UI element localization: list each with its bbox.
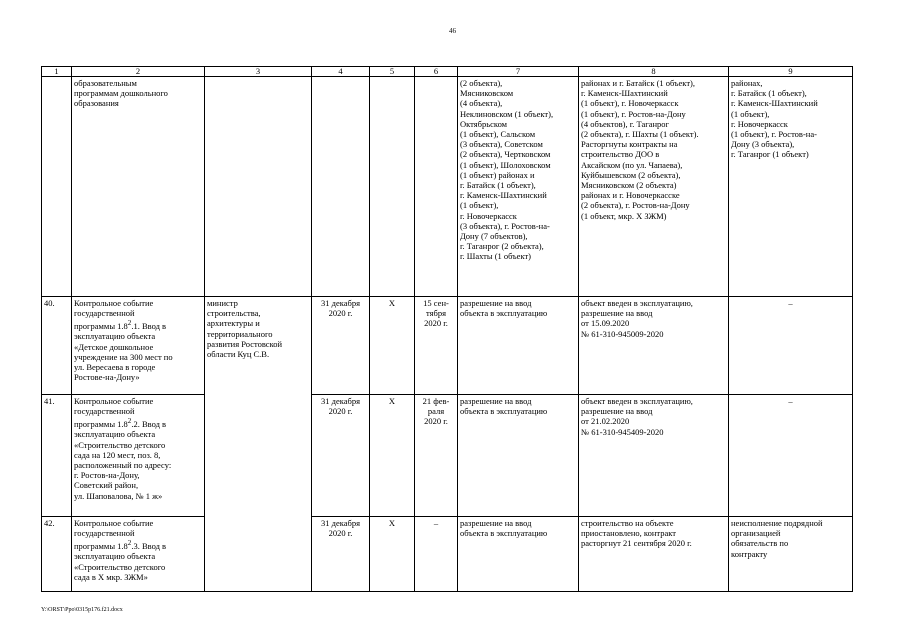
col-header-6: 6: [415, 67, 458, 77]
plan-date: 31 декабря 2020 г.: [312, 517, 370, 592]
col5-mark: X: [370, 395, 415, 517]
row-number: 41.: [42, 395, 72, 517]
continuation-row: [42, 77, 853, 297]
reason: неисполнение подрядной организацией обязательств по контракту: [729, 517, 853, 592]
fact-date: –: [415, 517, 458, 592]
result-fact: объект введен в эксплуатацию, разрешение на ввод от 21.02.2020 № 61-310-945409-2020: [579, 395, 729, 517]
event-name: Контрольное событие государственной программы $1.8^2.2$. Ввод в эксплуатацию объекта «Строительство детского сада на 120 мест, поз. 8, расположенный по адресу: г. Ростов-на-Дону, Советский район, ул. Шаповалова, № 1 ж»: [72, 395, 205, 517]
col-header-9: 9: [729, 67, 853, 77]
cont-cell-2: образовательным программам дошкольного образования: [72, 77, 205, 297]
table-row: [42, 517, 853, 592]
header-row: [42, 67, 853, 77]
cont-cell-6: [415, 77, 458, 297]
event-name: Контрольное событие государственной программы $1.8^2.3$. Ввод в эксплуатацию объекта «Строительство детского сада в Х мкр. ЗЖМ»: [72, 517, 205, 592]
result-plan: разрешение на ввод объекта в эксплуатацию: [458, 517, 579, 592]
plan-date: 31 декабря 2020 г.: [312, 395, 370, 517]
reason: –: [729, 395, 853, 517]
file-path-footer: Y:\ORST\Ppo\0315p176.f21.docx: [41, 607, 123, 613]
col-header-1: 1: [42, 67, 72, 77]
cont-cell-7: (2 объекта), Мясниковском (4 объекта), Неклиновском (1 объект), Октябрьском (1 объект), Сальском (3 объекта), Советском (2 объекта), Чертковском (1 объект), Шолоховском (1 объект) районах и г. Батайск (1 объект), г. Каменск-Шахтинский (1 объект), г. Новочеркасск (3 объекта), г. Ростов-на- Дону (7 объектов), г. Таганрог (2 объекта), г. Шахты (1 объект): [458, 77, 579, 297]
result-fact: строительство на объекте приостановлено, контракт расторгнут 21 сентября 2020 г.: [579, 517, 729, 592]
col-header-5: 5: [370, 67, 415, 77]
col5-mark: X: [370, 297, 415, 395]
event-name: Контрольное событие государственной программы $1.8^2.1$. Ввод в эксплуатацию объекта «Детское дошкольное учреждение на 300 мест по ул. Вересаева в городе Ростове-на-Дону»: [72, 297, 205, 395]
cont-cell-1: [42, 77, 72, 297]
result-fact: объект введен в эксплуатацию, разрешение на ввод от 15.09.2020 № 61-310-945009-2020: [579, 297, 729, 395]
col5-mark: X: [370, 517, 415, 592]
fact-date: 21 фев- раля 2020 г.: [415, 395, 458, 517]
plan-date: 31 декабря 2020 г.: [312, 297, 370, 395]
table-row: [42, 395, 853, 517]
cont-cell-4: [312, 77, 370, 297]
table-row: [42, 297, 853, 395]
cont-cell-5: [370, 77, 415, 297]
cont-cell-9: районах, г. Батайск (1 объект), г. Каменск-Шахтинский (1 объект), г. Новочеркасск (1 объект), г. Ростов-на- Дону (3 объекта), г. Таганрог (1 объект): [729, 77, 853, 297]
col-header-4: 4: [312, 67, 370, 77]
responsible-person: министр строительства, архитектуры и территориального развития Ростовской области Куц С.В.: [205, 297, 312, 592]
row-number: 40.: [42, 297, 72, 395]
cont-cell-3: [205, 77, 312, 297]
col-header-8: 8: [579, 67, 729, 77]
cont-cell-8: районах и г. Батайск (1 объект), г. Каменск-Шахтинский (1 объект), г. Новочеркасск (1 объект), г. Ростов-на-Дону (4 объектов), г. Таганрог (2 объекта), г. Шахты (1 объект). Расторгнуты контракты на строительство ДОО в Аксайском (по ул. Чапаева), Куйбышевском (2 объекта), Мясниковском (2 объекта) районах и г. Новочеркасске (2 объекта), г. Ростов-на-Дону (1 объект, мкр. Х ЗЖМ): [579, 77, 729, 297]
result-plan: разрешение на ввод объекта в эксплуатацию: [458, 297, 579, 395]
fact-date: 15 сен- тября 2020 г.: [415, 297, 458, 395]
reason: –: [729, 297, 853, 395]
col-header-2: 2: [72, 67, 205, 77]
row-number: 42.: [42, 517, 72, 592]
result-plan: разрешение на ввод объекта в эксплуатацию: [458, 395, 579, 517]
col-header-3: 3: [205, 67, 312, 77]
report-table: [41, 66, 853, 592]
col-header-7: 7: [458, 67, 579, 77]
page-number: 46: [449, 27, 456, 35]
